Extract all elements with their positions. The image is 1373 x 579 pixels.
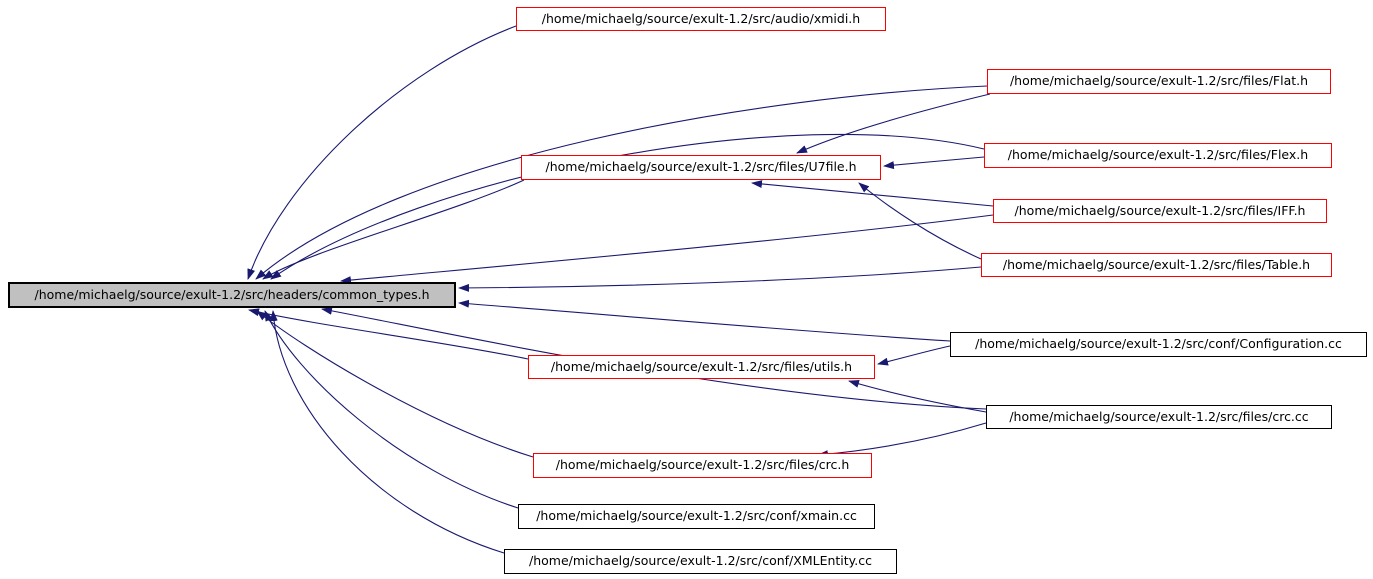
node-iff-h[interactable]: /home/michaelg/source/exult-1.2/src/files/IFF.h	[993, 199, 1327, 223]
node-xmlentity-cc[interactable]: /home/michaelg/source/exult-1.2/src/conf/XMLEntity.cc	[504, 549, 897, 574]
edge-iff-to-u7file	[752, 183, 993, 206]
edge-flat-to-common-types	[256, 86, 987, 279]
node-configuration-cc[interactable]: /home/michaelg/source/exult-1.2/src/conf/Configuration.cc	[950, 332, 1367, 357]
edge-configuration-to-common-types	[459, 303, 950, 341]
edge-flex-to-u7file	[884, 157, 984, 166]
node-flat-h[interactable]: /home/michaelg/source/exult-1.2/src/files/Flat.h	[987, 69, 1331, 94]
node-u7file-h[interactable]: /home/michaelg/source/exult-1.2/src/files/U7file.h	[521, 155, 881, 180]
edge-u7file-to-common-types	[263, 180, 524, 279]
edge-crc-h-to-common-types	[257, 311, 533, 457]
node-flex-h[interactable]: /home/michaelg/source/exult-1.2/src/files/Flex.h	[984, 143, 1332, 168]
edge-configuration-to-utils	[878, 346, 950, 364]
edge-xmidi-to-common-types	[248, 26, 516, 279]
edge-crc-cc-to-utils	[849, 381, 986, 412]
edge-table-to-common-types	[459, 267, 981, 288]
node-crc-h[interactable]: /home/michaelg/source/exult-1.2/src/files/crc.h	[533, 453, 872, 478]
node-xmidi-h[interactable]: /home/michaelg/source/exult-1.2/src/audio/xmidi.h	[516, 7, 886, 31]
edge-iff-to-common-types	[341, 215, 993, 281]
edge-xmain-to-common-types	[265, 311, 518, 508]
edge-table-to-u7file	[859, 183, 981, 259]
edge-crc-cc-to-crc-h	[818, 423, 986, 455]
node-crc-cc[interactable]: /home/michaelg/source/exult-1.2/src/files/crc.cc	[986, 405, 1332, 429]
node-xmain-cc[interactable]: /home/michaelg/source/exult-1.2/src/conf/xmain.cc	[518, 504, 875, 529]
node-utils-h[interactable]: /home/michaelg/source/exult-1.2/src/files/utils.h	[528, 355, 875, 379]
node-common-types-h: /home/michaelg/source/exult-1.2/src/headers/common_types.h	[8, 282, 456, 308]
node-table-h[interactable]: /home/michaelg/source/exult-1.2/src/files/Table.h	[981, 253, 1332, 277]
